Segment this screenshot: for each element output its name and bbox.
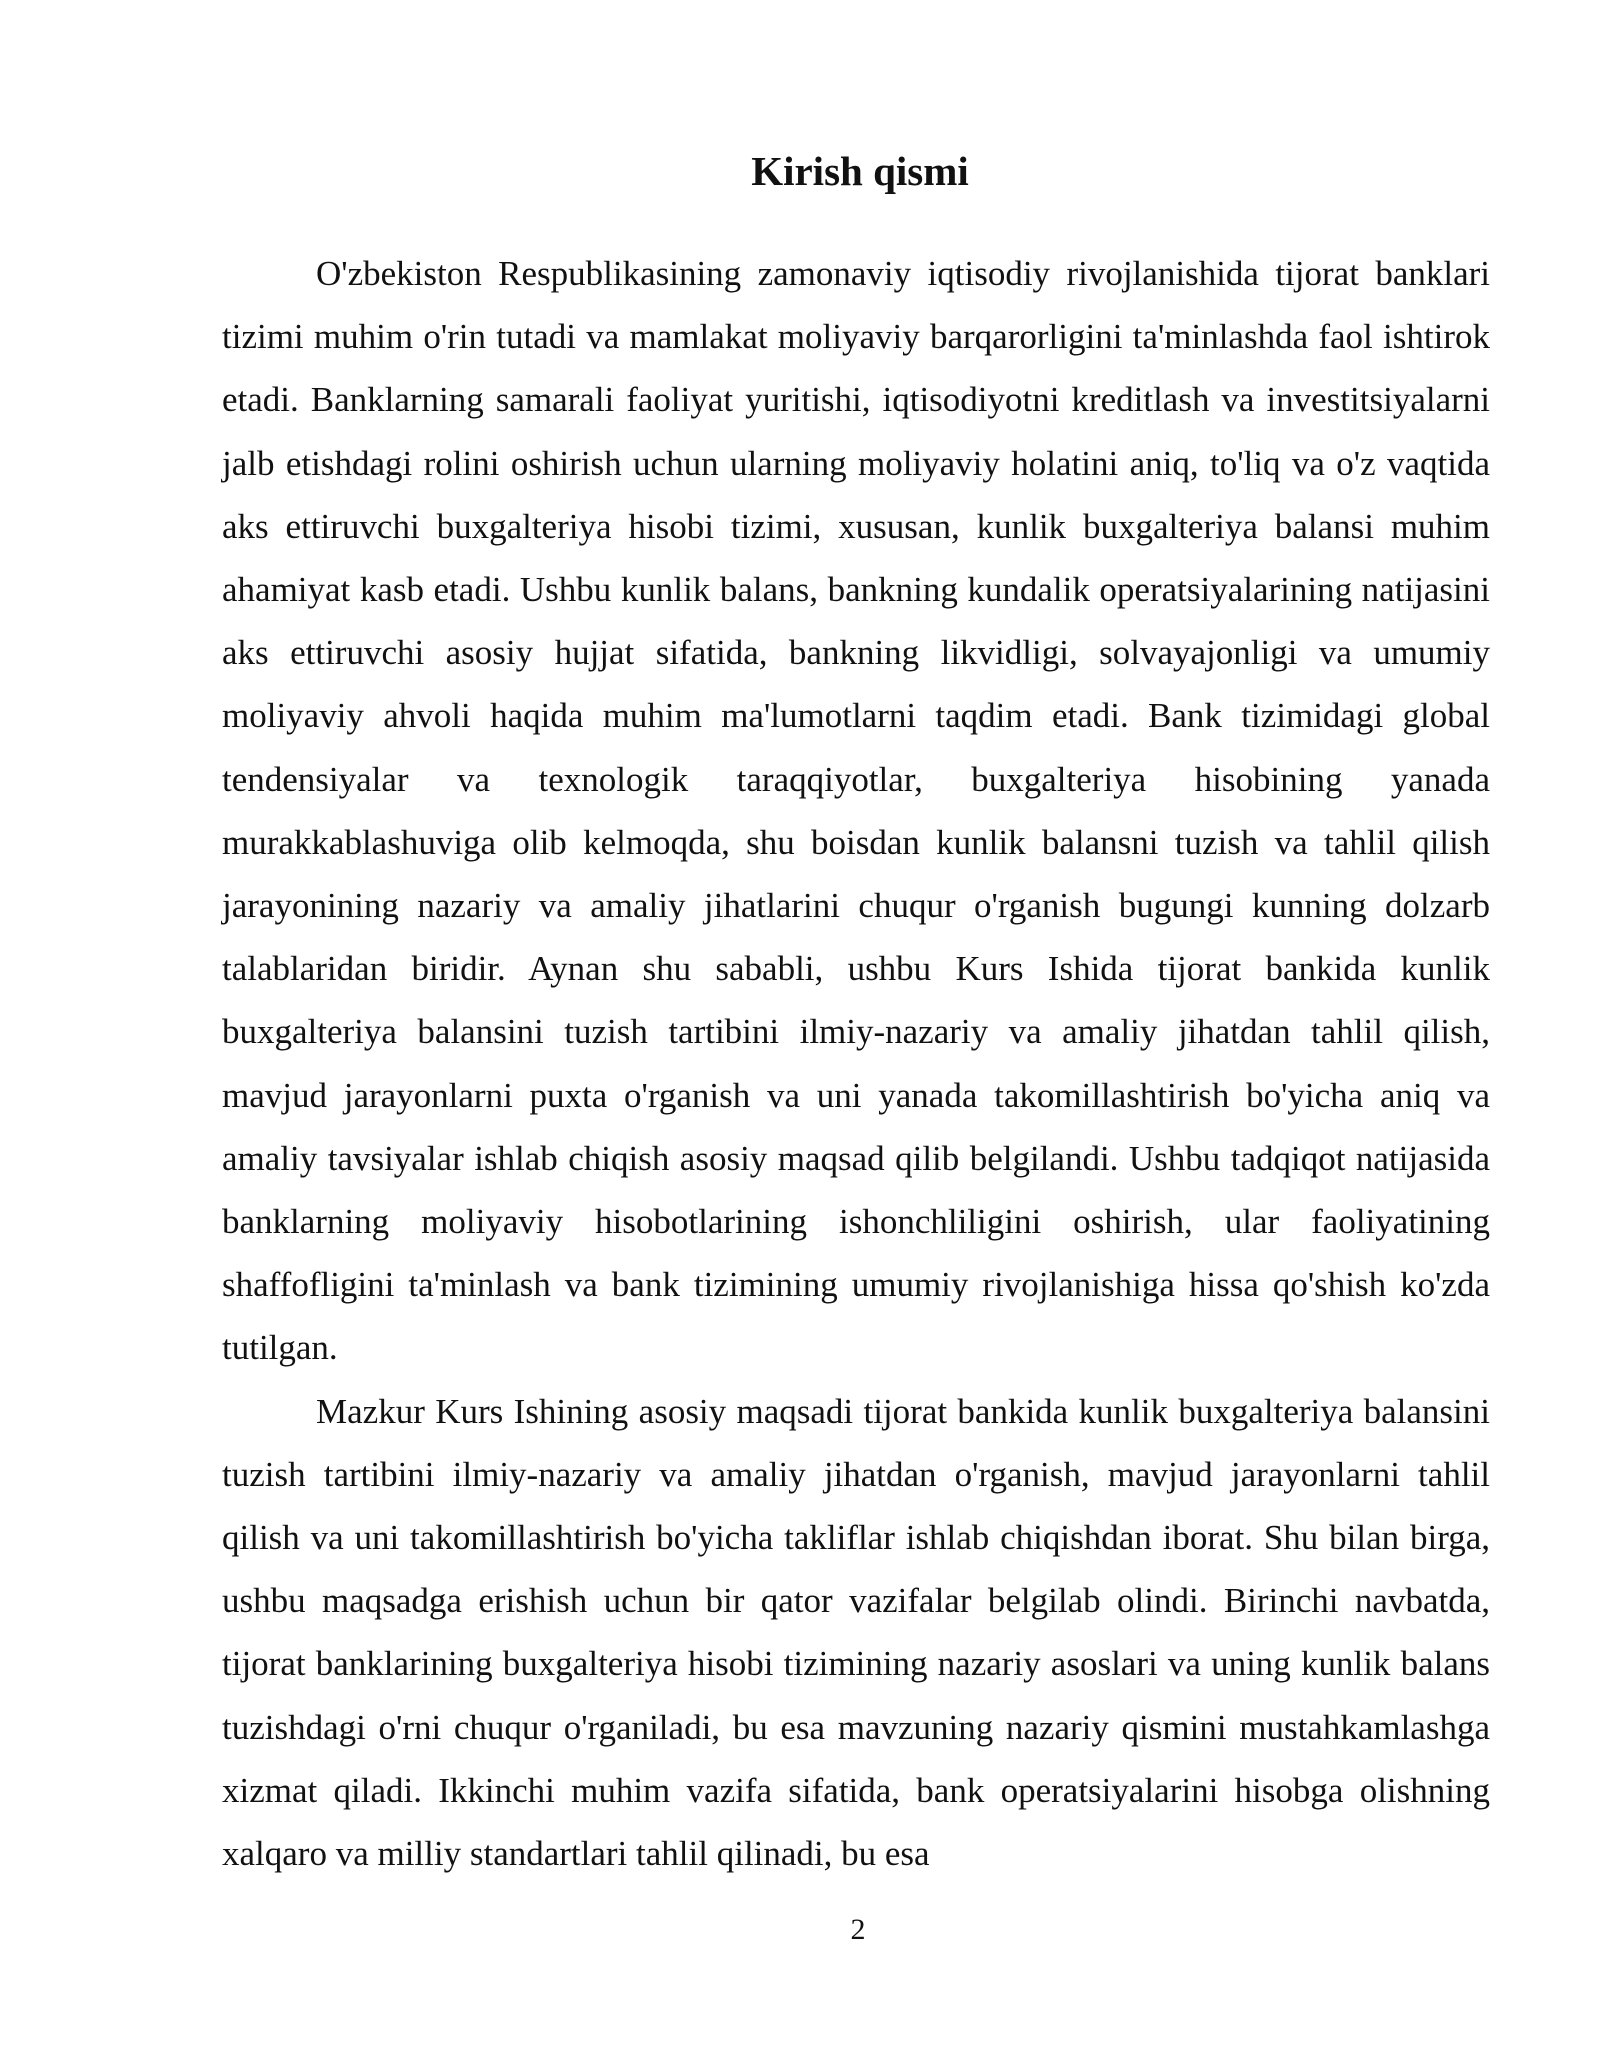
- page-number: 2: [850, 1913, 866, 1946]
- body-text: [222, 242, 1490, 1885]
- paragraph-1: O'zbekiston Respublikasining zamonaviy iqtisodiy rivojlanishida tijorat banklari tizimi muhim o'rin tutadi va mamlakat moliyaviy barqarorligini ta'minlashda faol ishtirok etadi. Banklarning samarali faoliyat yuritishi, iqtisodiyotni kreditlash va investitsiyalarni jalb etishdagi rolini oshirish uchun ularning moliyaviy holatini aniq, to'liq va o'z vaqtida aks ettiruvchi buxgalteriya hisobi tizimi, xususan, kunlik buxgalteriya balansi muhim ahamiyat kasb etadi. Ushbu kunlik balans, bankning kundalik operatsiyalarining natijasini aks ettiruvchi asosiy hujjat sifatida, bankning likvidligi, solvayajonligi va umumiy moliyaviy ahvoli haqida muhim ma'lumotlarni taqdim etadi. Bank tizimidagi global tendensiyalar va texnologik taraqqiyotlar, buxgalteriya hisobining yanada murakkablashuviga olib kelmoqda, shu boisdan kunlik balansni tuzish va tahlil qilish jarayonining nazariy va amaliy jihatlarini chuqur o'rganish bugungi kunning dolzarb talablaridan biridir. Aynan shu sababli, ushbu Kurs Ishida tijorat bankida kunlik buxgalteriya balansini tuzish tartibini ilmiy-nazariy va amaliy jihatdan tahlil qilish, mavjud jarayonlarni puxta o'rganish va uni yanada takomillashtirish bo'yicha aniq va amaliy tavsiyalar ishlab chiqish asosiy maqsad qilib belgilandi. Ushbu tadqiqot natijasida banklarning moliyaviy hisobotlarining ishonchliligini oshirish, ular faoliyatining shaffofligini ta'minlash va bank tizimining umumiy rivojlanishiga hissa qo'shish ko'zda tutilgan.: [222, 254, 1490, 1368]
- paragraph-2: Mazkur Kurs Ishining asosiy maqsadi tijorat bankida kunlik buxgalteriya balansini tuzish tartibini ilmiy-nazariy va amaliy jihatdan o'rganish, mavjud jarayonlarni tahlil qilish va uni takomillashtirish bo'yicha takliflar ishlab chiqishdan iborat. Shu bilan birga, ushbu maqsadga erishish uchun bir qator vazifalar belgilab olindi. Birinchi navbatda, tijorat banklarining buxgalteriya hisobi tizimining nazariy asoslari va uning kunlik balans tuzishdagi o'rni chuqur o'rganiladi, bu esa mavzuning nazariy qismini mustahkamlashga xizmat qiladi. Ikkinchi muhim vazifa sifatida, bank operatsiyalarini hisobga olishning xalqaro va milliy standartlari tahlil qilinadi, bu esa: [222, 1391, 1490, 1874]
- section-title: Kirish qismi: [751, 148, 969, 194]
